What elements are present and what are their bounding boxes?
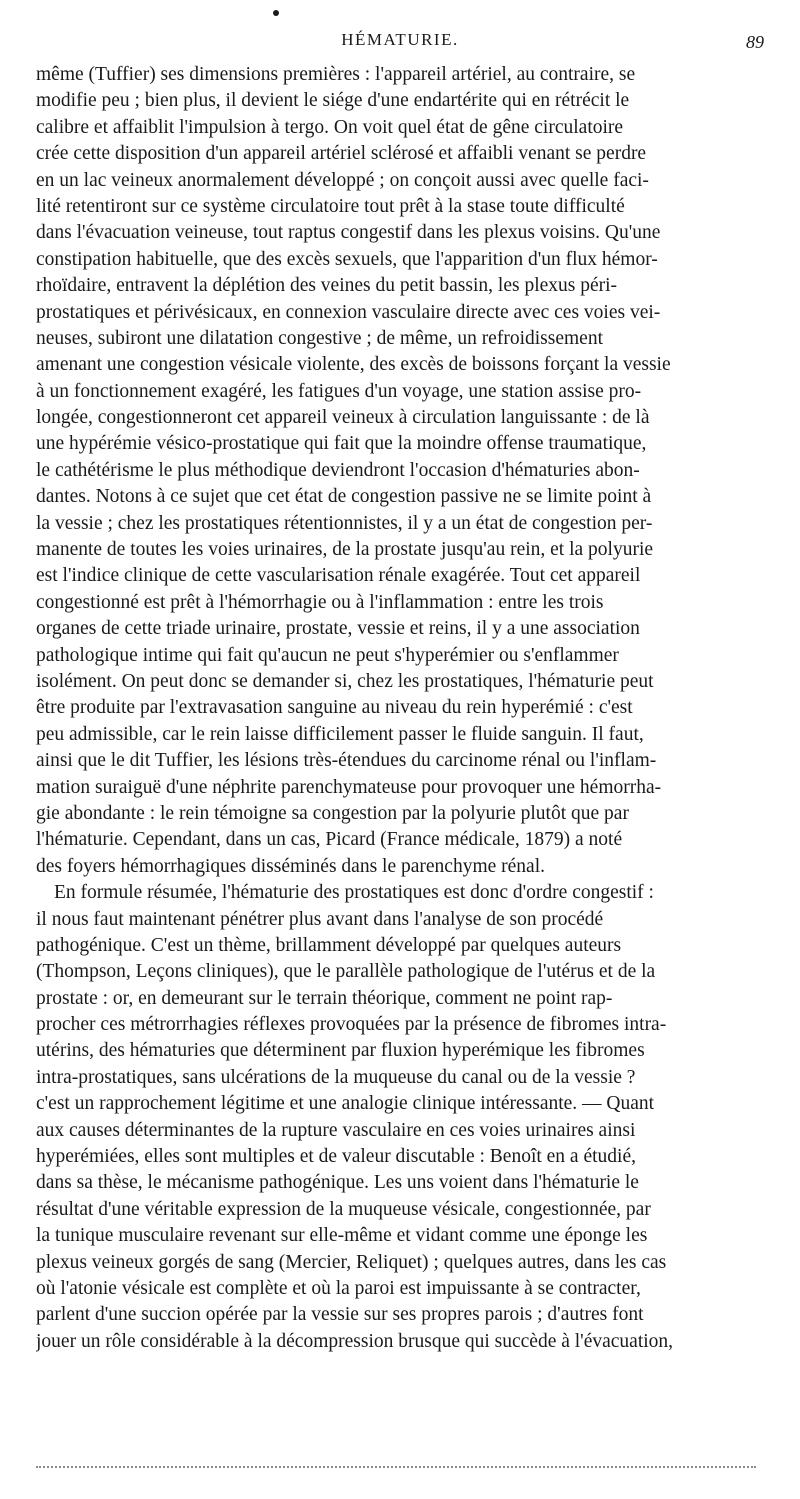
text-line: utérins, des hématuries que déterminent par fluxion hyperémique les fibromes xyxy=(36,1040,645,1062)
text-line: mation suraiguë d'une néphrite parenchymateuse pour provoquer une hémorrha- xyxy=(36,776,662,798)
text-line: dans l'évacuation veineuse, tout raptus congestif dans les plexus voisins. Qu'une xyxy=(36,222,661,244)
text-line: jouer un rôle considérable à la décompression brusque qui succède à l'évacuation, xyxy=(36,1330,674,1352)
text-line: neuses, subiront une dilatation congestive ; de même, un refroidissement xyxy=(36,327,603,349)
text-line: pathogénique. C'est un thème, brillamment développé par quelques auteurs xyxy=(36,934,622,956)
text-line: procher ces métrorrhagies réflexes provoquées par la présence de fibromes intra- xyxy=(36,1014,667,1036)
text-line: calibre et affaiblit l'impulsion à tergo. On voit quel état de gêne circulatoire xyxy=(36,116,624,138)
text-line: dantes. Notons à ce sujet que cet état de congestion passive ne se limite point à xyxy=(36,486,652,508)
page-header xyxy=(36,30,764,54)
text-line: résultat d'une véritable expression de la muqueuse vésicale, congestionnée, par xyxy=(36,1198,651,1220)
text-line: prostatiques et périvésicaux, en connexion vasculaire directe avec ces voies vei- xyxy=(36,301,661,323)
text-line: des foyers hémorrhagiques disséminés dans le parenchyme rénal. xyxy=(36,855,545,877)
text-line: gie abondante : le rein témoigne sa congestion par la polyurie plutôt que par xyxy=(36,802,629,824)
text-line: en un lac veineux anormalement développé ; on conçoit aussi avec quelle faci- xyxy=(36,169,649,191)
text-line: pathologique intime qui fait qu'aucun ne peut s'hyperémier ou s'enflammer xyxy=(36,644,619,666)
text-line: une hypérémie vésico-prostatique qui fait que la moindre offense traumatique, xyxy=(36,433,647,455)
body-text xyxy=(36,62,766,1355)
text-line: En formule résumée, l'hématurie des prostatiques est donc d'ordre congestif : xyxy=(54,882,654,904)
text-line: c'est un rapprochement légitime et une analogie clinique intéressante. — Quant xyxy=(36,1093,655,1115)
text-line: intra-prostatiques, sans ulcérations de la muqueuse du canal ou de la vessie ? xyxy=(36,1066,636,1088)
text-line: est l'indice clinique de cette vascularisation rénale exagérée. Tout cet appareil xyxy=(36,565,641,587)
text-line: même (Tuffier) ses dimensions premières : l'appareil artériel, au contraire, se xyxy=(36,64,636,85)
text-line: plexus veineux gorgés de sang (Mercier, Reliquet) ; quelques autres, dans les cas xyxy=(36,1251,667,1273)
text-line: lité retentiront sur ce système circulatoire tout prêt à la stase toute difficulté xyxy=(36,195,625,217)
text-line: prostate : or, en demeurant sur le terrain théorique, comment ne point rap- xyxy=(36,987,613,1009)
text-line: longée, congestionneront cet appareil veineux à circulation languissante : de là xyxy=(36,407,650,429)
text-line: constipation habituelle, que des excès sexuels, que l'apparition d'un flux hémor- xyxy=(36,248,658,270)
text-line: où l'atonie vésicale est complète et où la paroi est impuissante à se contracter, xyxy=(36,1277,641,1299)
text-line: être produite par l'extravasation sanguine au niveau du rein hyperémié : c'est xyxy=(36,697,633,719)
text-line: la tunique musculaire revenant sur elle-même et vidant comme une éponge les xyxy=(36,1225,648,1247)
text-line: congestionné est prêt à l'hémorrhagie ou à l'inflammation : entre les trois xyxy=(36,591,604,613)
text-line: manente de toutes les voies urinaires, de la prostate jusqu'au rein, et la polyurie xyxy=(36,539,654,561)
text-line: l'hématurie. Cependant, dans un cas, Picard (France médicale, 1879) a noté xyxy=(36,829,623,851)
running-title: HÉMATURIE. xyxy=(341,30,459,49)
text-line: modifie peu ; bien plus, il devient le siége d'une endartérite qui en rétrécit le xyxy=(36,90,630,112)
text-line: la vessie ; chez les prostatiques rétentionnistes, il y a un état de congestion per- xyxy=(36,512,653,534)
text-line: parlent d'une succion opérée par la vessie sur ses propres parois ; d'autres font xyxy=(36,1304,644,1326)
text-line: à un fonctionnement exagéré, les fatigues d'un voyage, une station assise pro- xyxy=(36,380,642,402)
text-line: il nous faut maintenant pénétrer plus avant dans l'analyse de son procédé xyxy=(36,908,604,930)
text-line: rhoïdaire, entravent la déplétion des veines du petit bassin, les plexus péri- xyxy=(36,275,618,297)
text-line: peu admissible, car le rein laisse difficilement passer le fluide sanguin. Il faut, xyxy=(36,723,644,745)
text-line: dans sa thèse, le mécanisme pathogénique. Les uns voient dans l'hématurie le xyxy=(36,1172,639,1194)
text-line: aux causes déterminantes de la rupture vasculaire en ces voies urinaires ainsi xyxy=(36,1119,636,1141)
text-line: organes de cette triade urinaire, prostate, vessie et reins, il y a une association xyxy=(36,618,640,640)
page-number: 89 xyxy=(746,32,764,52)
text-line: le cathétérisme le plus méthodique deviendront l'occasion d'hématuries abon- xyxy=(36,459,640,481)
text-line: amenant une congestion vésicale violente, des excès de boissons forçant la vessie xyxy=(36,354,671,376)
text-line: hyperémiées, elles sont multiples et de valeur discutable : Benoît en a étudié, xyxy=(36,1146,636,1168)
bottom-rule xyxy=(36,1466,756,1468)
text-line: isolément. On peut donc se demander si, chez les prostatiques, l'hématurie peut xyxy=(36,670,654,692)
printer-mark xyxy=(273,10,279,16)
text-line: (Thompson, Leçons cliniques), que le parallèle pathologique de l'utérus et de la xyxy=(36,961,656,983)
text-line: ainsi que le dit Tuffier, les lésions très-étendues du carcinome rénal ou l'inflam- xyxy=(36,750,657,772)
text-line: crée cette disposition d'un appareil artériel sclérosé et affaibli venant se perdre xyxy=(36,143,647,165)
